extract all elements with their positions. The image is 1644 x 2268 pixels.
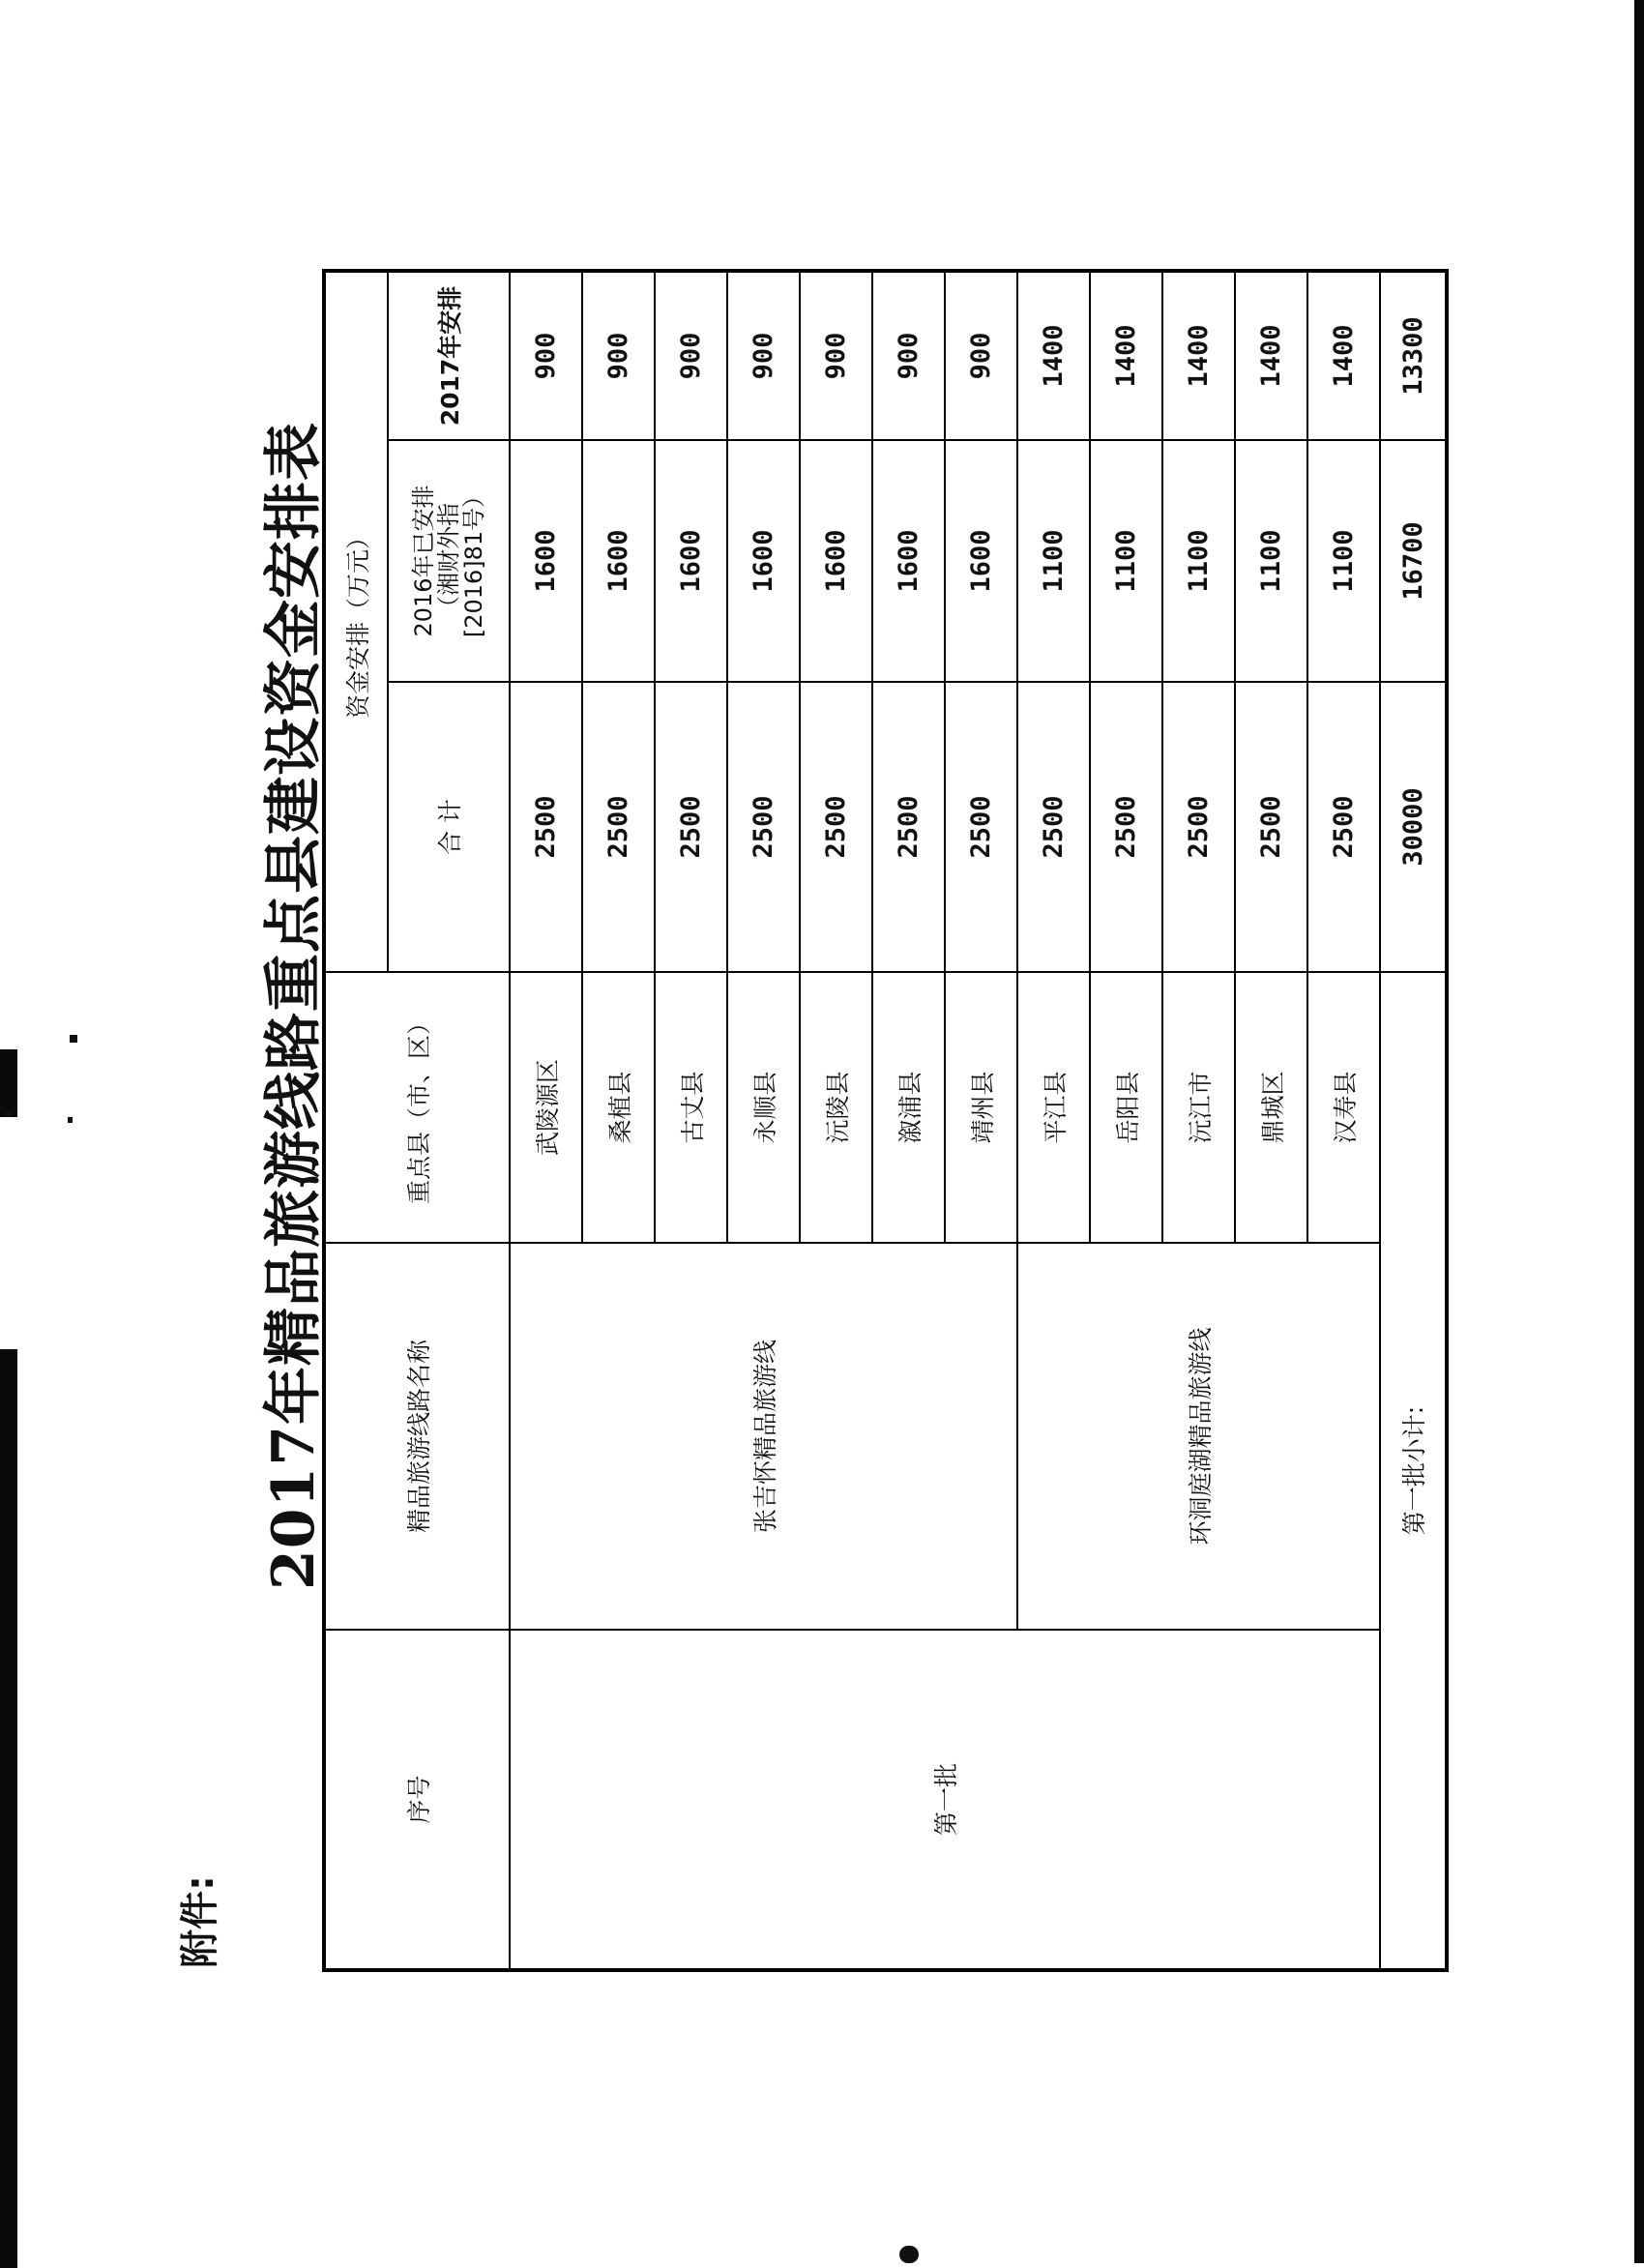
y2017-cell: 900 <box>655 271 727 440</box>
total-cell: 2500 <box>1017 682 1090 972</box>
funding-table <box>322 269 1449 1972</box>
subtotal-label: 第一批小计: <box>1380 972 1447 1970</box>
y2017-cell: 900 <box>510 271 582 440</box>
y2016-cell: 1600 <box>510 440 582 682</box>
subtotal-2016: 16700 <box>1380 440 1447 682</box>
y2016-cell: 1100 <box>1307 440 1380 682</box>
route-cell: 张吉怀精品旅游线 <box>510 1243 1017 1630</box>
y2016-cell: 1100 <box>1090 440 1162 682</box>
county-cell: 岳阳县 <box>1090 972 1162 1243</box>
y2017-cell: 900 <box>945 271 1017 440</box>
y2016-cell: 1600 <box>872 440 945 682</box>
y2017-cell: 1400 <box>1162 271 1235 440</box>
batch-cell: 第一批 <box>510 1630 1380 1970</box>
header-2016 <box>388 440 510 682</box>
total-cell: 2500 <box>872 682 945 972</box>
y2016-cell: 1600 <box>727 440 800 682</box>
header-route: 精品旅游线路名称 <box>324 1243 510 1630</box>
header-2016-line2: （湘财外指 <box>435 503 462 619</box>
total-cell: 2500 <box>1235 682 1307 972</box>
county-cell: 古丈县 <box>655 972 727 1243</box>
county-cell: 靖州县 <box>945 972 1017 1243</box>
total-cell: 2500 <box>1090 682 1162 972</box>
total-cell: 2500 <box>510 682 582 972</box>
total-cell: 2500 <box>945 682 1017 972</box>
total-cell: 2500 <box>655 682 727 972</box>
county-cell: 汉寿县 <box>1307 972 1380 1243</box>
y2017-cell: 900 <box>800 271 872 440</box>
y2016-cell: 1600 <box>800 440 872 682</box>
county-cell: 武陵源区 <box>510 972 582 1243</box>
y2017-cell: 1400 <box>1017 271 1090 440</box>
y2017-cell: 1400 <box>1090 271 1162 440</box>
y2016-cell: 1600 <box>582 440 655 682</box>
y2016-cell: 1100 <box>1017 440 1090 682</box>
header-2016-line3: [2016]81号） <box>460 484 487 638</box>
y2016-cell: 1100 <box>1162 440 1235 682</box>
header-total: 合 计 <box>388 682 510 972</box>
county-cell: 沅江市 <box>1162 972 1235 1243</box>
county-cell: 鼎城区 <box>1235 972 1307 1243</box>
y2017-cell: 900 <box>727 271 800 440</box>
county-cell: 溆浦县 <box>872 972 945 1243</box>
subtotal-2017: 13300 <box>1380 271 1447 440</box>
county-cell: 永顺县 <box>727 972 800 1243</box>
route-cell: 环洞庭湖精品旅游线 <box>1017 1243 1380 1630</box>
total-cell: 2500 <box>582 682 655 972</box>
header-funding-group: 资金安排（万元） <box>324 271 388 972</box>
y2017-cell: 1400 <box>1235 271 1307 440</box>
header-county: 重点县（市、区） <box>324 972 510 1243</box>
y2017-cell: 1400 <box>1307 271 1380 440</box>
county-cell: 桑植县 <box>582 972 655 1243</box>
y2016-cell: 1100 <box>1235 440 1307 682</box>
total-cell: 2500 <box>1162 682 1235 972</box>
attachment-label: 附件: <box>178 1875 222 1968</box>
y2017-cell: 900 <box>872 271 945 440</box>
total-cell: 2500 <box>800 682 872 972</box>
county-cell: 沅陵县 <box>800 972 872 1243</box>
header-seq: 序号 <box>324 1630 510 1970</box>
page-title: 2017年精品旅游线路重点县建设资金安排表 <box>260 422 328 1590</box>
y2016-cell: 1600 <box>655 440 727 682</box>
total-cell: 2500 <box>1307 682 1380 972</box>
y2017-cell: 900 <box>582 271 655 440</box>
header-2017: 2017年安排 <box>388 271 510 440</box>
header-2016-line1: 2016年已安排 <box>410 485 437 637</box>
county-cell: 平江县 <box>1017 972 1090 1243</box>
y2016-cell: 1600 <box>945 440 1017 682</box>
subtotal-total: 30000 <box>1380 682 1447 972</box>
total-cell: 2500 <box>727 682 800 972</box>
